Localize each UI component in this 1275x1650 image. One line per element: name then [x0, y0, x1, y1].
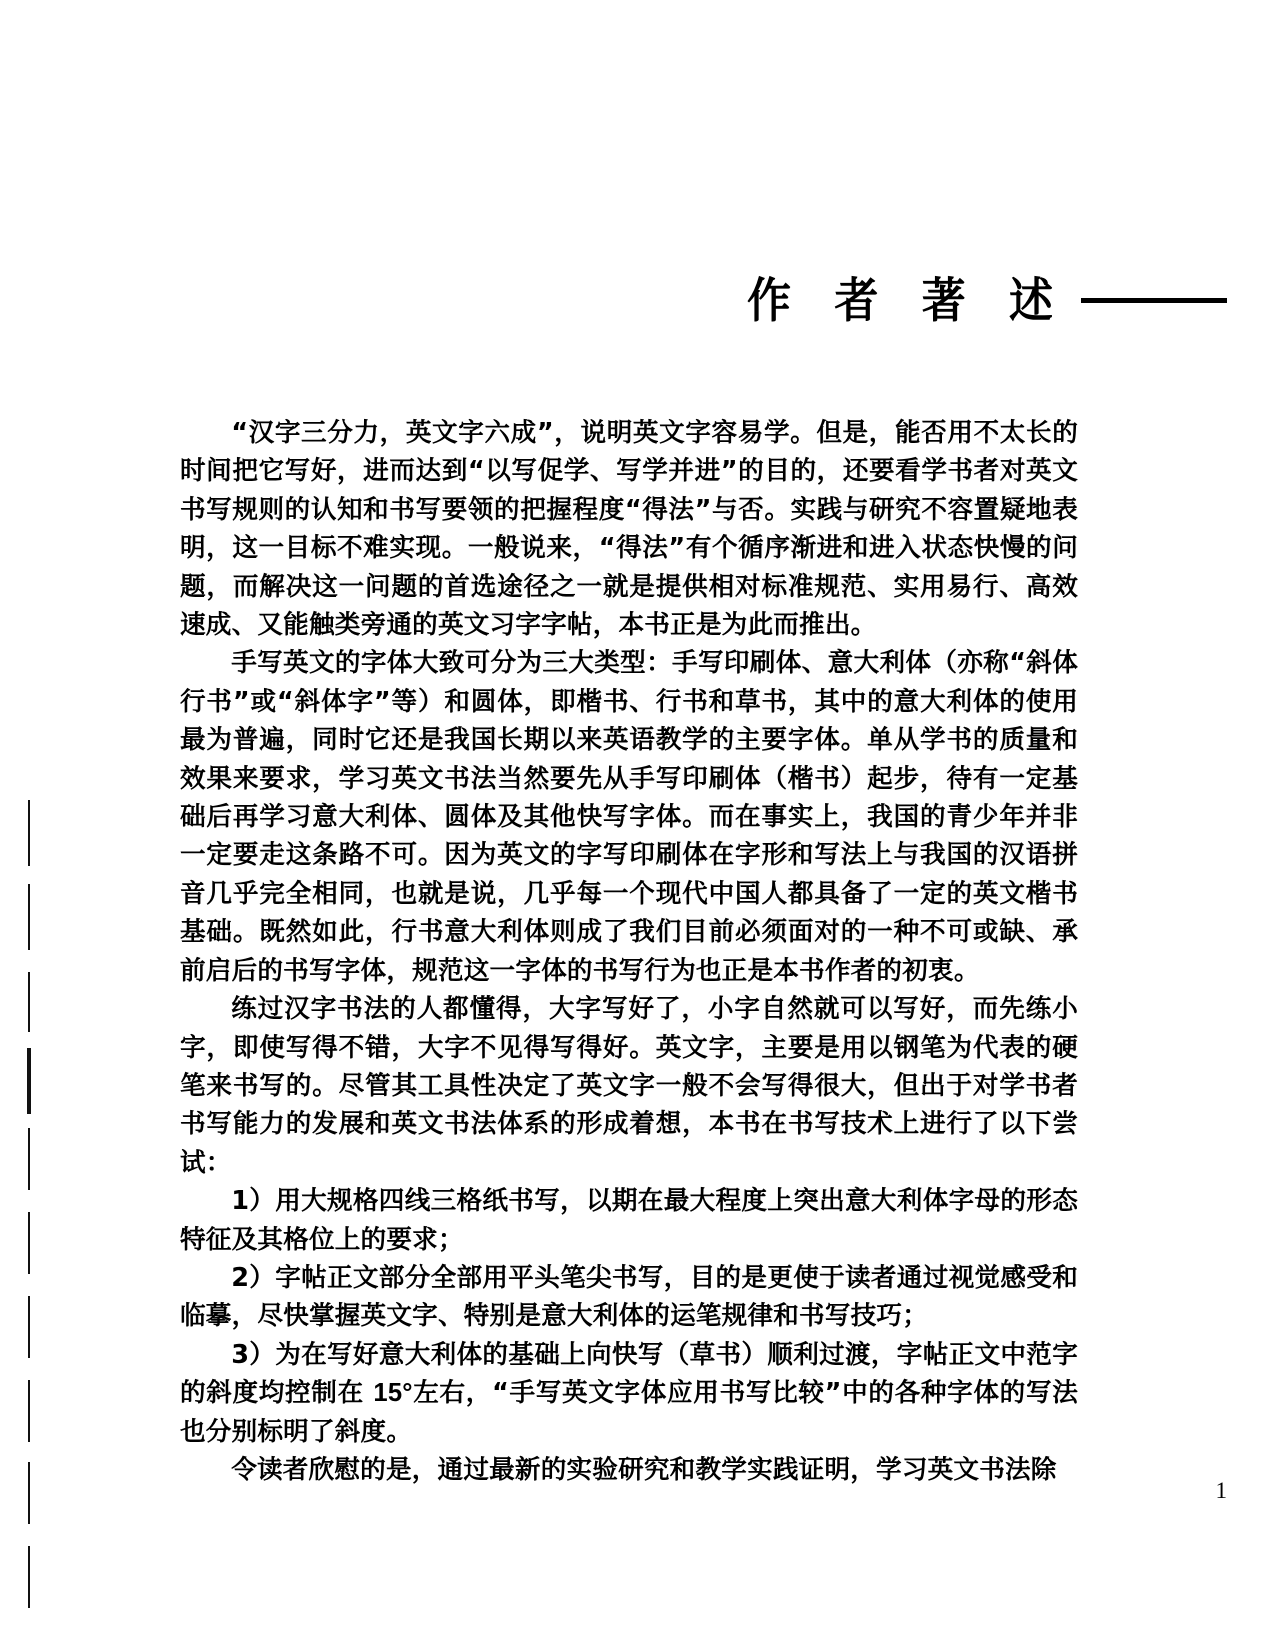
margin-tick-mark [28, 1128, 30, 1190]
paragraph: 3）为在写好意大利体的基础上向快写（草书）顺利过渡，字帖正文中范字的斜度均控制在 15°左右，“手写英文字体应用书写比较”中的各种字体的写法也分别标明了斜度。 [180, 1339, 1079, 1447]
margin-tick-mark [28, 884, 30, 950]
margin-tick-mark [28, 972, 30, 1032]
page-title: 作 者 著 述 [747, 273, 1067, 329]
margin-tick-mark [28, 1462, 30, 1524]
paragraph: 手写英文的字体大致可分为三大类型：手写印刷体、意大利体（亦称“斜体行书”或“斜体字”等）和圆体，即楷书、行书和草书，其中的意大利体的使用最为普遍，同时它还是我国长期以来英语教学的主要字体。单从学书的质量和效果来要求，学习英文书法当然要先从手写印刷体（楷书）起步，待有一定基础后再学习意大利体、圆体及其他快写字体。而在事实上，我国的青少年并非一定要走这条路不可。因为英文的字写印刷体在字形和写法上与我国的汉语拼音几乎完全相同，也就是说，几乎每一个现代中国人都具备了一定的英文楷书基础。既然如此，行书意大利体则成了我们目前必须面对的一种不可或缺、承前启后的书写字体，规范这一字体的书写行为也正是本书作者的初衷。 [180, 648, 1078, 986]
slant-angle-value: 15° [373, 1379, 413, 1408]
margin-tick-mark [28, 1546, 30, 1608]
page-number: 1 [1215, 1478, 1227, 1503]
paragraph: 令读者欣慰的是，通过最新的实验研究和教学实践证明，学习英文书法除 [231, 1454, 1057, 1485]
margin-scan-marks [0, 0, 60, 1650]
margin-tick-mark [28, 1380, 30, 1442]
paragraph: 1）用大规格四线三格纸书写，以期在最大程度上突出意大利体字母的形态特征及其格位上的要求； [180, 1186, 1078, 1255]
margin-tick-mark [28, 800, 30, 866]
margin-tick-mark [28, 1296, 30, 1358]
paragraph: 2）字帖正文部分全部用平头笔尖书写，目的是更使于读者通过视觉感受和临摹，尽快掌握英文字、特别是意大利体的运笔规律和书写技巧； [180, 1262, 1078, 1332]
paragraph: 练过汉字书法的人都懂得，大字写好了，小字自然就可以写好，而先练小字，即使写得不错，大字不见得写得好。英文字，主要是用以钢笔为代表的硬笔来书写的。尽管其工具性决定了英文字一般不会写得很大，但出于对学书者书写能力的发展和英文书法体系的形成着想，本书在书写技术上进行了以下尝试： [180, 994, 1078, 1178]
paragraph: “汉字三分力，英文字六成”，说明英文字容易学。但是，能否用不太长的时间把它写好，进而达到“以写促学、写学并进”的目的，还要看学书者对英文书写规则的认知和书写要领的把握程度“得法”与否。实践与研究不容置疑地表明，这一目标不难实现。一般说来，“得法”有个循序渐进和进入状态快慢的问题，而解决这一问题的首选途径之一就是提供相对标准规范、实用易行、高效速成、又能触类旁通的英文习字字帖，本书正是为此而推出。 [180, 418, 1078, 641]
section-heading [0, 262, 1227, 342]
margin-tick-mark [27, 1048, 31, 1114]
margin-tick-mark [28, 1212, 30, 1274]
heading-rule [1081, 298, 1227, 303]
body-text [180, 414, 1078, 1489]
